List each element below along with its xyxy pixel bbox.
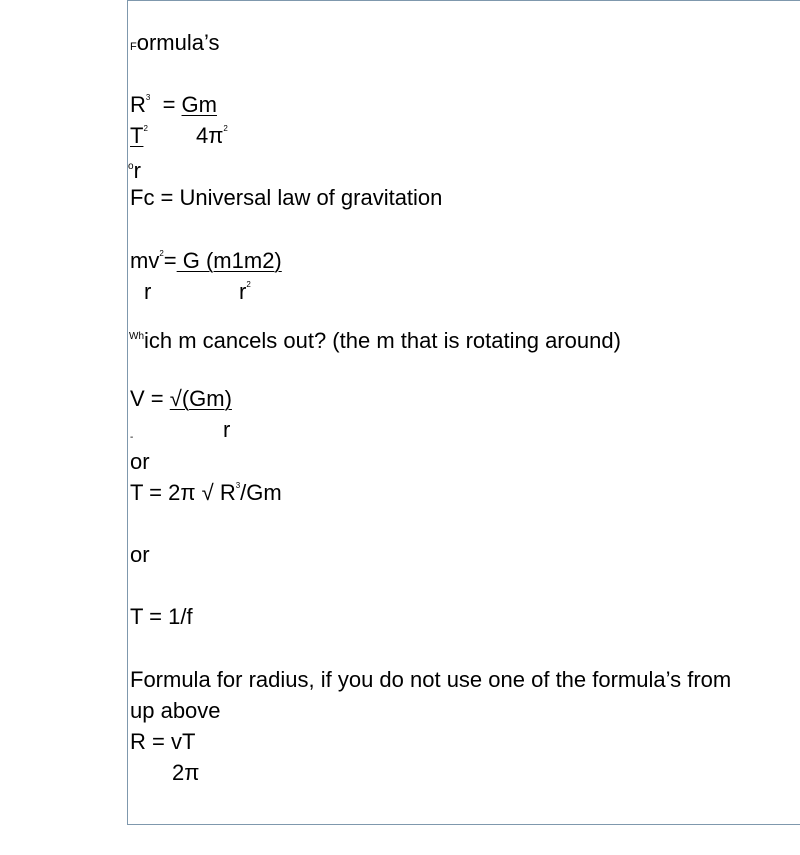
mv-lhs-sup: 2 <box>159 249 164 258</box>
two-pi-line: 2π <box>172 760 200 785</box>
which-rest: ich m cancels out? (the m that is rotating around) <box>144 328 621 353</box>
t-frequency-line: T = 1/f <box>130 604 193 629</box>
document-page <box>127 0 800 825</box>
radius-text-line-1: Formula for radius, if you do not use one of the formula’s from <box>130 667 732 692</box>
or-rest: r <box>133 158 141 183</box>
mv-lhs: mv <box>130 248 160 273</box>
r3-numerator: Gm <box>181 92 217 117</box>
mv-denominator-sup: 2 <box>246 280 251 289</box>
mv-denominator-left: r <box>144 279 152 304</box>
t-formula-rest: /Gm <box>240 480 282 505</box>
mv-numerator: G (m1m2) <box>176 248 282 273</box>
which-small-letters: Wh <box>129 331 144 342</box>
mv-denominator-right <box>239 279 251 305</box>
r-vt-line: R = vT <box>130 729 196 754</box>
r3-denominator-left-sup: 2 <box>143 124 148 133</box>
r3-denominator-right-sup: 2 <box>223 124 228 133</box>
r3-denominator-right: 4π <box>196 123 224 148</box>
t-formula-sup: 3 <box>235 481 241 490</box>
fc-line: Fc = Universal law of gravitation <box>130 185 443 210</box>
t-formula-line <box>130 480 282 506</box>
r3-denominator-left: T <box>130 123 144 148</box>
r3-lhs-sup: 3 <box>145 93 151 102</box>
v-denominator: r <box>223 417 231 442</box>
r3-eq: = <box>150 92 182 117</box>
title-line <box>130 30 219 60</box>
r3-formula-bottom-right <box>196 123 228 149</box>
title-small-letter: F <box>130 41 137 53</box>
v-dash: - <box>130 432 134 443</box>
mv-eq: = <box>163 248 177 273</box>
radius-text-line-2: up above <box>130 698 221 723</box>
r3-formula-bottom-left <box>130 123 148 149</box>
v-lhs: V = <box>130 386 170 411</box>
v-formula-top <box>130 386 232 412</box>
or-line-small <box>128 154 141 184</box>
or-line-2: or <box>130 542 150 567</box>
title-text: ormula’s <box>136 30 220 55</box>
t-formula-main: T = 2π √ R <box>130 480 236 505</box>
r3-formula-top <box>130 92 217 118</box>
r3-lhs: R <box>130 92 146 117</box>
or-small-letter: o <box>128 161 134 172</box>
or-line-1: or <box>130 449 150 474</box>
v-numerator: √(Gm) <box>169 386 232 411</box>
mv-formula-top <box>130 248 282 274</box>
which-line <box>129 324 621 354</box>
mv-denominator-r: r <box>239 279 247 304</box>
